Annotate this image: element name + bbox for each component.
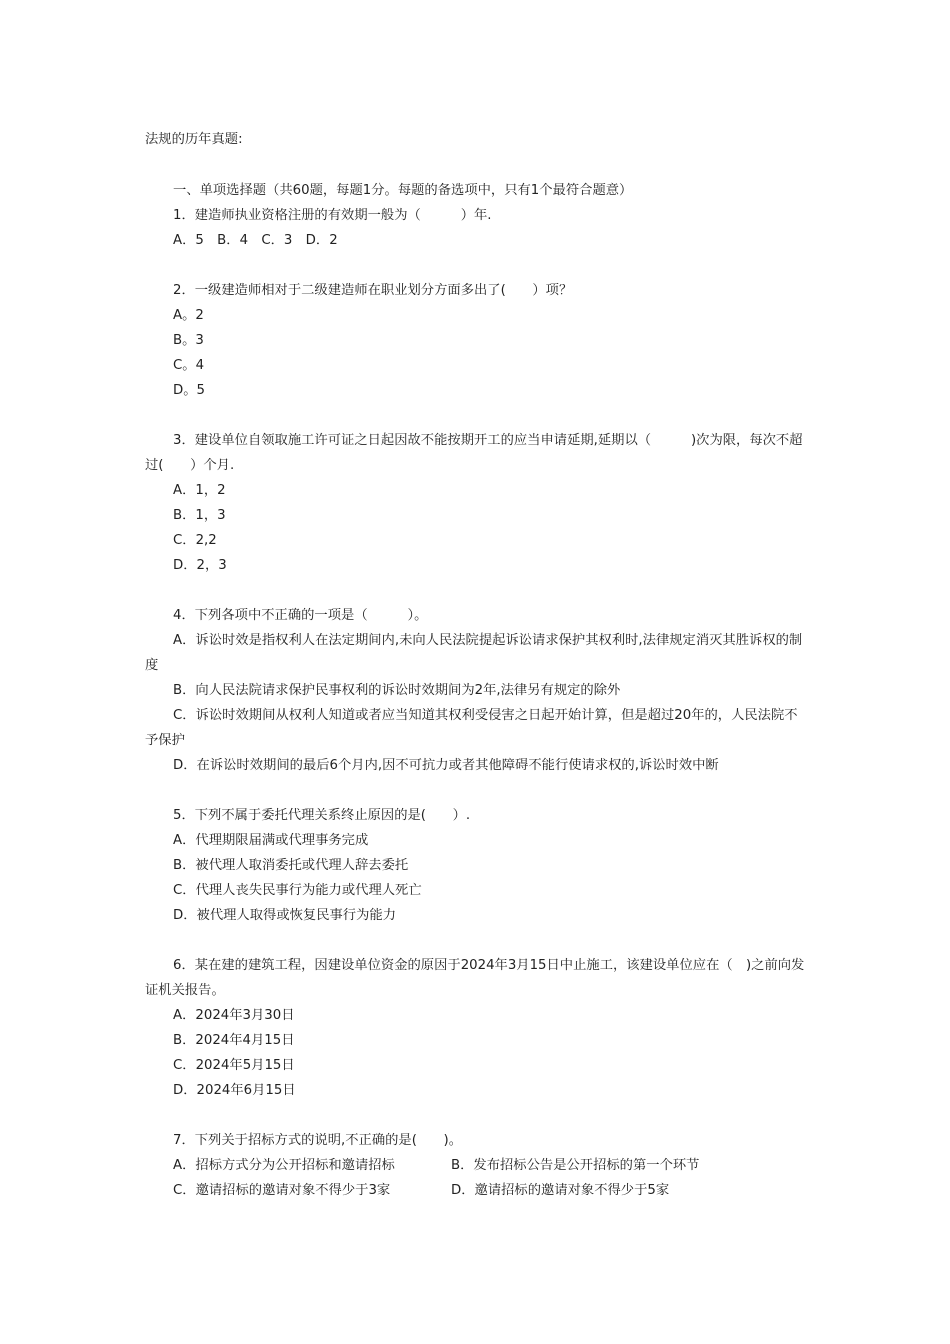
question-2-stem: 2．一级建造师相对于二级建造师在职业划分方面多出了( ）项？	[173, 283, 573, 298]
question-7-option-c: C．邀请招标的邀请对象不得少于3家	[173, 1183, 391, 1198]
question-3-stem: 3．建设单位自领取施工许可证之日起因故不能按期开工的应当申请延期,延期以（ )次为限，每次不超过( ）个月.	[145, 433, 803, 473]
question-6-option-d: D．2024年6月15日	[173, 1083, 296, 1098]
question-3-option-b: B．1，3	[173, 508, 226, 523]
question-6-option-c: C．2024年5月15日	[173, 1058, 295, 1073]
question-2-option-d: D。5	[173, 383, 205, 398]
question-2-option-b: B。3	[173, 333, 204, 348]
question-5-option-d: D．被代理人取得或恢复民事行为能力	[173, 908, 396, 923]
question-5-option-c: C．代理人丧失民事行为能力或代理人死亡	[173, 883, 422, 898]
question-7-option-b: B．发布招标公告是公开招标的第一个环节	[451, 1158, 700, 1173]
question-6-option-b: B．2024年4月15日	[173, 1033, 295, 1048]
question-1-options: A．5 B．4 C．3 D．2	[173, 233, 338, 248]
question-3-option-c: C．2,2	[173, 533, 217, 548]
question-6-option-a: A．2024年3月30日	[173, 1008, 295, 1023]
question-4-stem: 4．下列各项中不正确的一项是（ ）。	[173, 608, 428, 623]
question-2-option-c: C。4	[173, 358, 205, 373]
exam-content	[145, 178, 810, 1203]
question-3-option-a: A．1，2	[173, 483, 226, 498]
question-3-option-d: D．2，3	[173, 558, 227, 573]
question-5-option-a: A．代理期限届满或代理事务完成	[173, 833, 369, 848]
document-title: 法规的历年真题:	[145, 132, 243, 147]
question-7-option-d: D．邀请招标的邀请对象不得少于5家	[451, 1183, 670, 1198]
question-4-option-c: C．诉讼时效期间从权利人知道或者应当知道其权利受侵害之日起开始计算，但是超过20年的，人民法院不予保护	[145, 708, 798, 748]
question-5-stem: 5．下列不属于委托代理关系终止原因的是( ）.	[173, 808, 471, 823]
question-2-option-a: A。2	[173, 308, 204, 323]
question-6-stem: 6．某在建的建筑工程，因建设单位资金的原因于2024年3月15日中止施工，该建设单位应在（ )之前向发证机关报告。	[145, 958, 805, 998]
question-7-options-row-1	[145, 1153, 810, 1178]
question-4-option-a: A．诉讼时效是指权利人在法定期间内,未向人民法院提起诉讼请求保护其权利时,法律规定消灭其胜诉权的制度	[145, 633, 803, 673]
question-7-option-a: A．招标方式分为公开招标和邀请招标	[173, 1158, 395, 1173]
section-heading: 一、单项选择题（共60题，每题1分。每题的备选项中，只有1个最符合题意）	[173, 183, 633, 198]
question-7-stem: 7．下列关于招标方式的说明,不正确的是( )。	[173, 1133, 462, 1148]
question-7-options-row-2	[145, 1178, 810, 1203]
question-4-option-d: D．在诉讼时效期间的最后6个月内,因不可抗力或者其他障碍不能行使请求权的,诉讼时效中断	[173, 758, 719, 773]
question-1-stem: 1．建造师执业资格注册的有效期一般为（ ）年.	[173, 208, 492, 223]
question-4-option-b: B．向人民法院请求保护民事权利的诉讼时效期间为2年,法律另有规定的除外	[173, 683, 621, 698]
question-5-option-b: B．被代理人取消委托或代理人辞去委托	[173, 858, 409, 873]
